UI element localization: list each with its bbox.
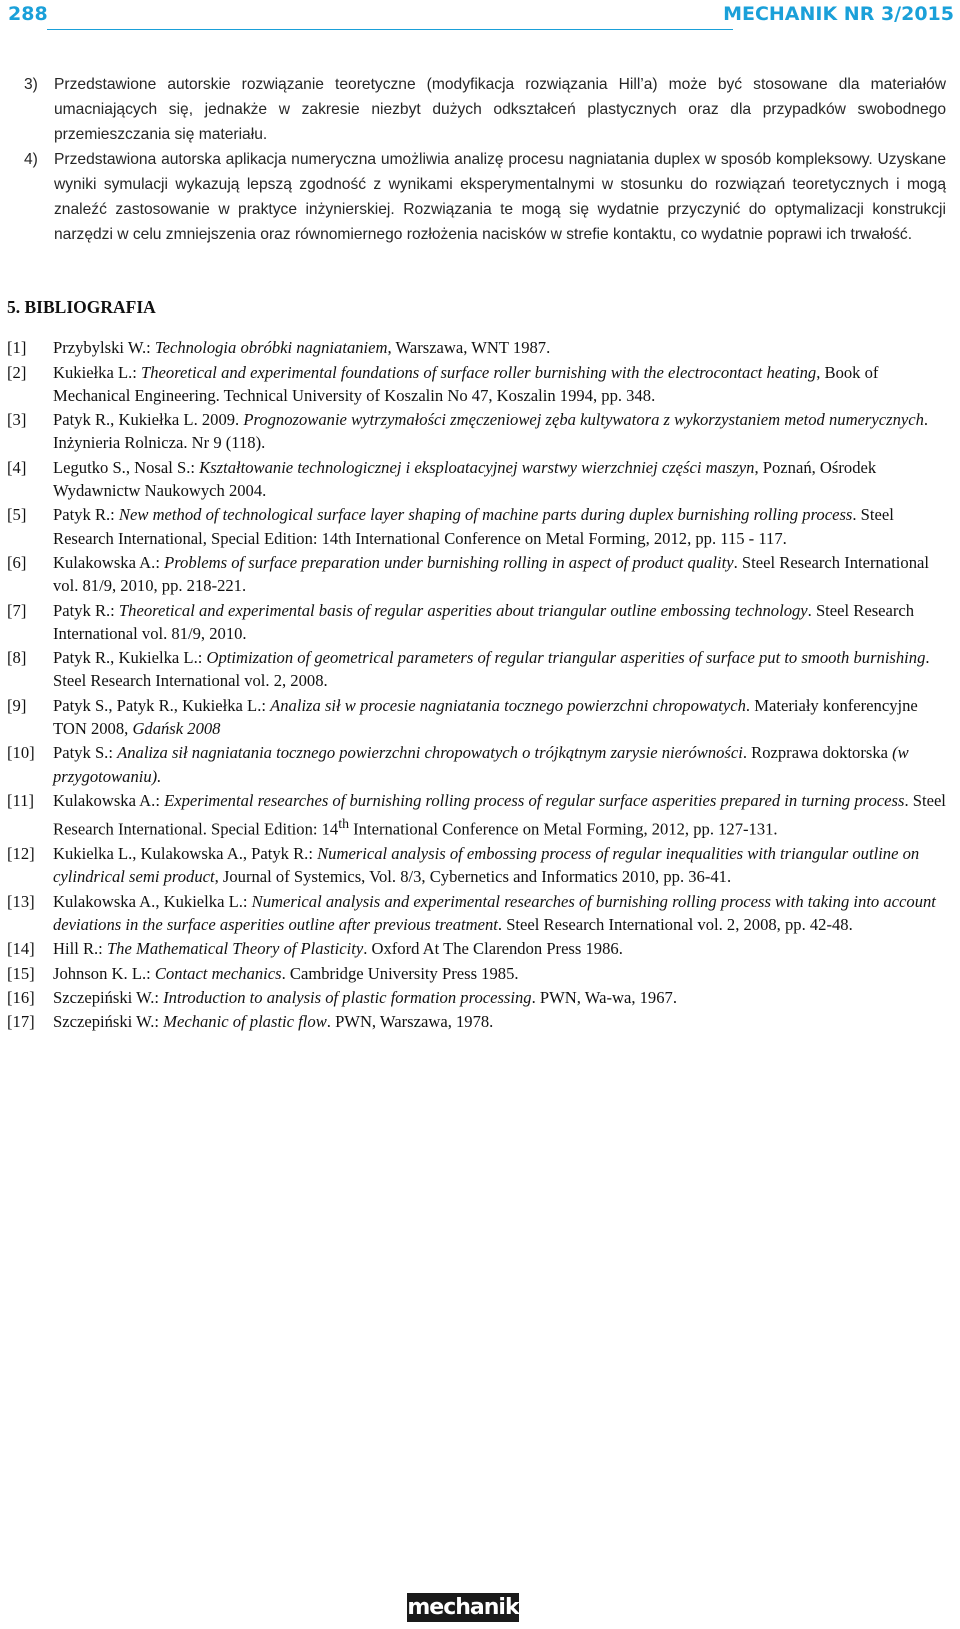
reference-authors: Johnson K. L.: — [53, 963, 155, 983]
bibliography-section — [7, 296, 947, 1034]
reference-text — [53, 962, 947, 985]
reference-text — [53, 456, 947, 503]
reference-authors: Kukiełka L.: — [53, 362, 142, 382]
reference-authors: Kulakowska A., Kukielka L.: — [53, 891, 252, 911]
reference-number: [10] — [7, 743, 35, 763]
reference-details: . PWN, Warszawa, 1978. — [326, 1012, 494, 1032]
reference-number: [16] — [7, 987, 35, 1007]
reference-number: [9] — [7, 695, 27, 715]
reference-text — [53, 1010, 947, 1033]
reference-details: International Conference on Metal Forming, 2012, pp. 127-131. — [349, 819, 778, 839]
reference-title: New method of technological surface layer shaping of machine parts during duplex burnishing rolling process — [118, 505, 853, 525]
reference-details: . PWN, Wa-wa, 1967. — [531, 987, 677, 1007]
reference-italic-tail: (w przygotowaniu). — [53, 743, 909, 786]
reference-title: Analiza sił w procesie nagniatania tocznego powierzchni chropowatych — [270, 695, 746, 715]
reference-text — [53, 890, 947, 937]
reference-text — [53, 336, 947, 359]
conclusions-list — [14, 72, 946, 247]
reference-authors: Przybylski W.: — [53, 338, 155, 358]
reference-item — [7, 456, 947, 503]
reference-italic-tail: Gdańsk 2008 — [132, 719, 221, 739]
logo-text: mechanik — [407, 1595, 519, 1620]
reference-details: . Steel Research International vol. 2, 2008, pp. 42-48. — [497, 914, 853, 934]
reference-text — [53, 741, 947, 788]
reference-details: . Inżynieria Rolnicza. Nr 9 (118). — [53, 410, 929, 453]
reference-text — [53, 599, 947, 646]
reference-title: Numerical analysis and experimental researches of burnishing rolling process with taking into account deviations in the surface asperities outline after previous treatment — [53, 891, 936, 934]
reference-item — [7, 1010, 947, 1033]
reference-number: [13] — [7, 891, 35, 911]
reference-number: [5] — [7, 505, 27, 525]
reference-number: [8] — [7, 648, 27, 668]
reference-text — [53, 937, 947, 960]
reference-superscript: th — [338, 816, 349, 832]
reference-number: [14] — [7, 939, 35, 959]
conclusion-number: 4) — [24, 151, 38, 168]
reference-details: , Warszawa, WNT 1987. — [387, 338, 551, 358]
reference-details: . Steel Research International vol. 81/9, 2010, pp. 218-221. — [53, 552, 929, 596]
reference-number: [7] — [7, 600, 27, 620]
reference-authors: Hill R.: — [53, 939, 107, 959]
reference-title: Introduction to analysis of plastic formation processing — [163, 987, 532, 1007]
reference-item — [7, 937, 947, 960]
reference-details: . Rozprawa doktorska — [742, 743, 893, 763]
page-header — [0, 0, 960, 40]
reference-authors: Patyk R., Kukielka L.: — [53, 648, 207, 668]
reference-number: [17] — [7, 1012, 35, 1032]
reference-text — [53, 789, 947, 841]
reference-authors: Patyk R., Kukiełka L. 2009. — [53, 410, 244, 430]
reference-text — [53, 842, 947, 889]
reference-number: [1] — [7, 338, 27, 358]
reference-title: Prognozowanie wytrzymałości zmęczeniowej zęba kultywatora z wykorzystaniem metod numerycznych — [243, 410, 924, 430]
header-rule — [47, 29, 733, 30]
reference-text — [53, 551, 947, 598]
reference-item — [7, 646, 947, 693]
reference-details: . Cambridge University Press 1985. — [281, 963, 519, 983]
reference-text — [53, 694, 947, 741]
reference-item — [7, 599, 947, 646]
reference-number: [11] — [7, 790, 35, 810]
journal-title: MECHANIK NR 3/2015 — [723, 3, 954, 25]
reference-title: Optimization of geometrical parameters of regular triangular asperities of surface put to smooth burnishing — [206, 648, 926, 668]
reference-title: Theoretical and experimental basis of regular asperities about triangular outline embossing technology — [118, 600, 808, 620]
conclusion-number: 3) — [24, 76, 38, 93]
conclusion-item — [14, 72, 946, 147]
reference-authors: Kulakowska A.: — [53, 552, 165, 572]
bibliography-heading: 5. BIBLIOGRAFIA — [7, 297, 156, 317]
mechanik-logo — [407, 1593, 519, 1622]
reference-title: Problems of surface preparation under burnishing rolling in aspect of product quality — [164, 552, 734, 572]
page-number: 288 — [8, 3, 48, 25]
reference-item — [7, 551, 947, 598]
reference-authors: Patyk S.: — [53, 743, 118, 763]
reference-title: Mechanic of plastic flow — [163, 1012, 327, 1032]
reference-details: , Book of Mechanical Engineering. Technical University of Koszalin No 47, Koszalin 1994, pp. 348. — [53, 362, 879, 405]
reference-number: [3] — [7, 410, 27, 430]
reference-authors: Patyk R.: — [53, 505, 119, 525]
reference-title: The Mathematical Theory of Plasticity — [106, 939, 364, 959]
reference-title: Contact mechanics — [154, 963, 282, 983]
reference-item — [7, 694, 947, 741]
reference-title: Analiza sił nagniatania tocznego powierzchni chropowatych o trójkątnym zarysie nierówności — [117, 743, 743, 763]
reference-details: . Steel Research International vol. 2, 2008. — [53, 648, 930, 691]
reference-authors: Legutko S., Nosal S.: — [53, 457, 200, 477]
reference-item — [7, 741, 947, 788]
reference-details: , Poznań, Ośrodek Wydawnictw Naukowych 2004. — [53, 457, 877, 501]
reference-text — [53, 986, 947, 1009]
reference-number: [4] — [7, 457, 27, 477]
reference-item — [7, 503, 947, 550]
reference-text — [53, 361, 947, 408]
reference-item — [7, 336, 947, 359]
reference-item — [7, 789, 947, 841]
reference-authors: Patyk R.: — [53, 600, 119, 620]
reference-title: Numerical analysis of embossing process of regular inequalities with triangular outline on cylindrical semi product — [53, 844, 920, 887]
reference-title: Technologia obróbki nagniataniem — [154, 338, 388, 358]
reference-authors: Szczepiński W.: — [53, 1012, 164, 1032]
reference-text — [53, 503, 947, 550]
reference-item — [7, 361, 947, 408]
reference-details: . Steel Research International vol. 81/9, 2010. — [53, 600, 915, 643]
reference-details: . Steel Research International, Special Edition: 14th International Conference on Metal Forming, 2012, pp. 115 - 117. — [53, 505, 894, 548]
conclusion-item — [14, 147, 946, 247]
reference-title: Kształtowanie technologicznej i eksploatacyjnej warstwy wierzchniej części maszyn — [199, 457, 755, 477]
reference-list — [7, 336, 947, 1033]
reference-number: [15] — [7, 963, 35, 983]
reference-item — [7, 890, 947, 937]
reference-authors: Patyk S., Patyk R., Kukiełka L.: — [53, 695, 271, 715]
reference-details: . Oxford At The Clarendon Press 1986. — [363, 939, 623, 959]
reference-item — [7, 408, 947, 455]
reference-number: [6] — [7, 552, 27, 572]
reference-authors: Kukielka L., Kulakowska A., Patyk R.: — [53, 844, 318, 864]
conclusion-text: Przedstawione autorskie rozwiązanie teoretyczne (modyfikacja rozwiązania Hill’a) może być stosowane dla materiałów umacniających się, jednakże w zakresie niezbyt dużych odkształceń plastycznych oraz dla przypadków swobodnego przemieszczania się materiału. — [54, 76, 946, 143]
reference-title: Theoretical and experimental foundations of surface roller burnishing with the electrocontact heating — [141, 362, 817, 382]
reference-item — [7, 986, 947, 1009]
reference-details: , Journal of Systemics, Vol. 8/3, Cybernetics and Informatics 2010, pp. 36-41. — [214, 867, 732, 887]
reference-details: . Steel Research International. Special Edition: 14 — [53, 790, 946, 839]
reference-number: [12] — [7, 844, 35, 864]
reference-details: . Materiały konferencyjne TON 2008, — [53, 695, 918, 739]
reference-item — [7, 962, 947, 985]
reference-text — [53, 408, 947, 455]
reference-authors: Kulakowska A.: — [53, 790, 165, 810]
conclusion-text: Przedstawiona autorska aplikacja numeryczna umożliwia analizę procesu nagniatania duplex w sposób kompleksowy. Uzyskane wyniki symulacji wykazują lepszą zgodność z wynikami eksperymentalnymi w stosunku do rozwiązań teoretycznych i mogą znaleźć zastosowanie w praktyce inżynierskiej. Rozwiązania te mogą się wydatnie przyczynić do optymalizacji konstrukcji narzędzi w celu zmniejszenia oraz równomiernego rozłożenia nacisków w strefie kontaktu, co wydatnie poprawi ich trwałość. — [54, 151, 946, 243]
reference-text — [53, 646, 947, 693]
reference-title: Experimental researches of burnishing rolling process of regular surface asperities prepared in turning process — [164, 790, 905, 810]
reference-item — [7, 842, 947, 889]
reference-number: [2] — [7, 362, 27, 382]
reference-authors: Szczepiński W.: — [53, 987, 164, 1007]
